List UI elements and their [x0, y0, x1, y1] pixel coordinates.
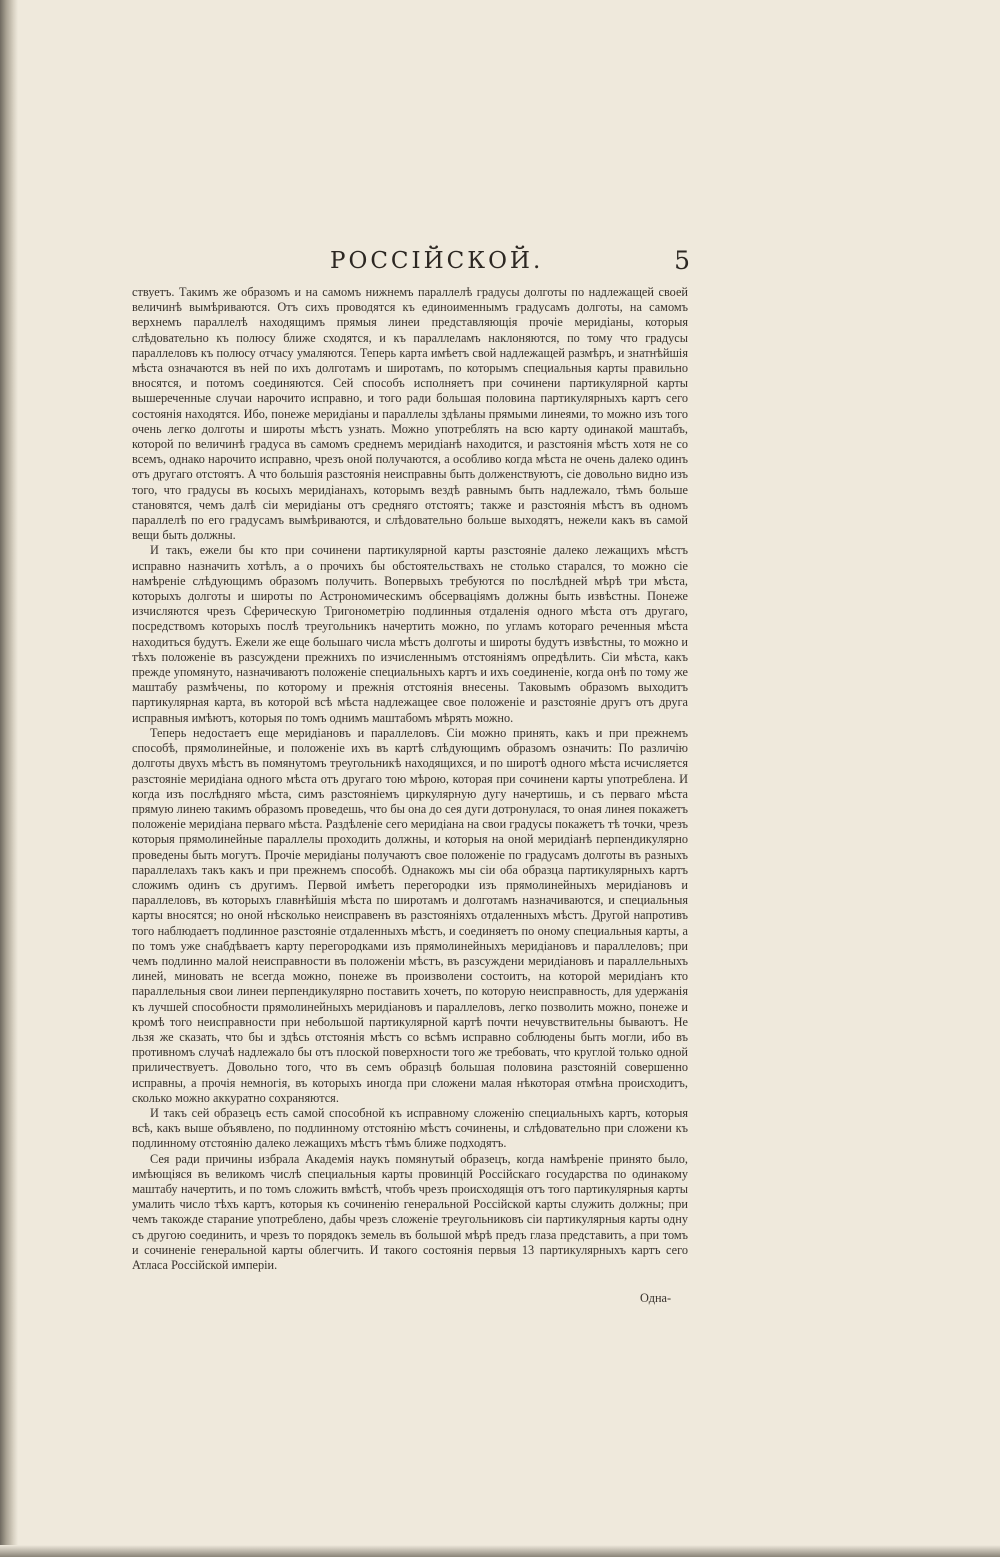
- catchword: Одна-: [640, 1291, 672, 1305]
- paragraph: И такъ, ежели бы кто при сочинени партикулярной карты разстояніе далеко лежащихъ мѣстъ исправно назначить хотѣлъ, а о прочихъ бы обстоятельствахъ не столько старался, то можно сіе намѣреніе слѣдующимъ образомъ получить. Вопервыхъ требуются по послѣдней мѣрѣ три мѣста, которыхъ долготы и широты по Астрономическимъ обсерваціямъ должны быть извѣстны. Понеже изчисляются чрезъ Сферическую Тригонометрію подлинныя отдаленія одного мѣста отъ другаго, посредствомъ которыхъ послѣ треугольникъ начертить можно, по угламъ котораго реченныя мѣста находиться будутъ. Ежели же еще большаго числа мѣстъ долготы и широты будутъ извѣстны, то можно и тѣхъ положеніе въ разсуждени прежнихъ по изчисленнымъ отстояніямъ опредѣлить. Сіи мѣста, какъ прежде упомянуто, назначиваютъ положеніе специальныхъ картъ и ихъ соединеніе, когда онѣ по тому же маштабу размѣчены, по которому и прежнія отстоянія внесены. Таковымъ образомъ выходитъ партикулярная карта, въ которой всѣ мѣста надлежащее свое положеніе и разстояніе другъ отъ друга исправныя имѣютъ, которыя по томъ однимъ маштабомъ мѣрять можно.: [132, 543, 688, 725]
- body-text: [132, 285, 688, 1325]
- paragraph: И такъ сей образецъ есть самой способной къ исправному сложенію специальныхъ картъ, которыя всѣ, какъ выше объявлено, по подлинному отстоянію мѣстъ сочинены, и слѣдовательно при сложени къ подлинному отстоянію далеко лежащихъ мѣстъ тѣмъ ближе подходятъ.: [132, 1105, 688, 1151]
- page-gutter-shadow: [0, 0, 18, 1557]
- paragraph: Теперь недостаетъ еще меридіановъ и параллеловъ. Сіи можно принять, какъ и при прежнемъ способѣ, прямолинейные, и положеніе ихъ въ картѣ слѣдующимъ образомъ означить: По различію долготы двухъ мѣстъ въ помянутомъ треугольникѣ находящихся, и по широтѣ одного мѣста исчисляется разстояніе меридіана одного мѣста отъ другаго тою мѣрою, которая при сочинени карты употреблена. И когда изъ послѣдняго мѣста, симъ разстояніемъ циркулярную дугу начертишь, и съ перваго мѣста прямую линею такимъ образомъ проведешь, что бы она до сея дуги дотронулася, то оная линея покажетъ положеніе меридіана перваго мѣста. Раздѣленіе сего меридіана на свои градусы покажетъ тѣ точки, чрезъ которыя прямолинейные параллелы проходить должны, и которыя на оной меридіанѣ перпендикулярно проведены быть могутъ. Прочіе меридіаны получаютъ свое положеніе по градусамъ долготы въ разныхъ параллелахъ такъ какъ и при прежнемъ способѣ. Однакожъ мы сіи оба образца партикулярныхъ картъ сложимъ одинъ съ другимъ. Первой имѣетъ перегородки изъ прямолинейныхъ меридіановъ и параллеловъ, въ которыхъ главнѣйшія мѣста по широтамъ и долготамъ назначиваются, и специальныя карты вносятся; но оной нѣсколько неисправенъ въ разстояніяхъ отдаленныхъ мѣстъ. Другой напротивъ того наблюдаетъ подлинное разстояніе отдаленныхъ мѣстъ, и соединяетъ по оному специальныя карты, а по томъ уже снабдѣваетъ карту перегородками изъ прямолинейныхъ меридіановъ и параллеловъ; при чемъ подлинно малой неисправности въ положеніи мѣстъ, въ разсуждени меридіановъ и параллельныхъ линей, миновать не всегда можно, понеже въ произволени состоитъ, на которой меридіанъ кто параллельныя свои линеи перпендикулярно поставить хочетъ, по которую неисправность, для удержанія къ лучшей способности прямолинейныхъ меридіановъ и параллеловъ, легко позволить можно, понеже и кромѣ того неисправности при небольшой партикулярной картѣ почти нечувствительны бываютъ. Не льзя же сказать, что бы и здѣсь отстоянія мѣстъ со всѣмъ исправно соблюдены быть могли, ибо въ противномъ случаѣ надлежало бы отъ плоской поверхности того же требовать, что круглой только одной приличествуетъ. Довольно того, что въ семъ образцѣ большая половина разстояній совершенно исправны, а прочія немногія, въ которыхъ иногда при сложени малая нѣкоторая отмѣна происходитъ, сколько можно аккуратно сохраняются.: [132, 725, 688, 1105]
- paragraph: Сея ради причины избрала Академія наукъ помянутый образецъ, когда намѣреніе принято было, имѣющіяся въ великомъ числѣ специальныя карты провинцій Россійскаго государства по одинакому маштабу начертить, и по томъ сложить вмѣстѣ, чтобъ чрезъ происходящія отъ того партикулярныя карты умалить число тѣхъ картъ, которыя къ сочиненію генеральной Россійской карты служить должны; при чемъ такожде старание употреблено, дабы чрезъ сложеніе треугольниковъ сіи партикулярныя карты одну съ другою соединить, и чрезъ то порядокъ земель въ большой мѣрѣ предъ глаза представить, а при томъ и сочиненіе генеральной карты облегчить. И такого состоянія первыя 13 партикулярныхъ картъ сего Атласа Россійской имперіи.: [132, 1151, 688, 1272]
- page-bottom-edge: [0, 1545, 1000, 1557]
- page-number: 5: [674, 246, 690, 275]
- paragraph: ствуетъ. Такимъ же образомъ и на самомъ нижнемъ параллелѣ градусы долготы по надлежащей своей величинѣ вымѣриваются. Отъ сихъ проводятся къ единоименнымъ градусамъ долготы, на самомъ верхнемъ параллелѣ находящимъ прямыя линеи представляющія прочіе меридіаны, которыя слѣдовательно къ полюсу ближе сходятся, и къ параллеламъ наклоняются, по тому что градусы параллеловъ къ полюсу отчасу умаляются. Теперь карта имѣетъ свой надлежащей размѣръ, и знатнѣйшія мѣста означаются въ ней по ихъ долготамъ и широтамъ, по которымъ специальныя карты правильно вносятся, и потомъ соединяются. Сей способъ исполняетъ при сочинени партикулярной карты вышереченные случаи нарочито исправно, и того ради большая половина партикулярныхъ картъ сего состоянія находятся. Ибо, понеже меридіаны и параллелы здѣланы прямыми линеями, то можно изъ того очень легко долготы и широты мѣстъ узнать. Можно употреблять на всю карту одинакой маштабъ, которой по величинѣ градуса въ самомъ среднемъ меридіанѣ находится, и разстоянія мѣстъ хотя не со всемъ, однако нарочито исправно, чрезъ оной получаются, а особливо когда мѣста не очень далеко одинъ отъ другаго отстоятъ. А что большія разстоянія неисправны быть долженствуютъ, сіе довольно видно изъ того, что градусы въ косыхъ меридіанахъ, которымъ вездѣ равнымъ быть надлежало, тѣмъ больше становятся, чемъ далѣ сіи меридіаны отъ средняго отстоятъ; также и разстоянія мѣстъ въ одномъ параллелѣ по его градусамъ вымѣриваются, и слѣдовательно больше выходятъ, нежели какъ въ самой вещи быть должны.: [132, 285, 688, 543]
- page-header: [130, 248, 690, 284]
- running-head: РОССІЙСКОЙ.: [330, 248, 544, 274]
